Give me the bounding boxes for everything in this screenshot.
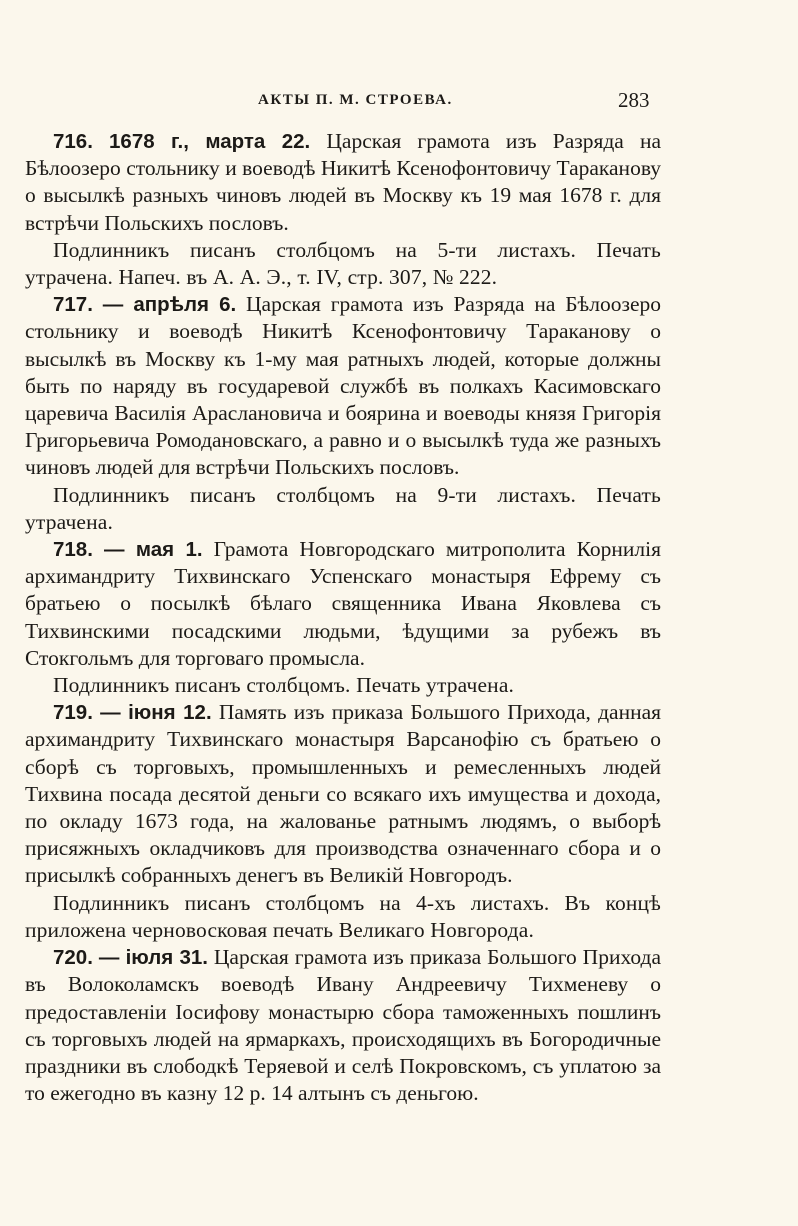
entry-718-note: Подлинникъ писанъ столбцомъ. Печать утрачена.	[53, 673, 515, 698]
entry-number: 716.	[53, 130, 93, 153]
entry-text: Грамота Новгородскаго митрополита Корнилія архимандриту Тихвинскаго Успенскаго монастыря Ефрему съ братьею о посылкѣ бѣлаго священника Ивана Яковлева съ Тихвинскими посадскими людьми, ѣдущими за рубежъ въ Стокгольмъ для торговаго промысла.	[25, 537, 662, 670]
entry-text: Царская грамота изъ приказа Большого Прихода въ Волоколамскъ воеводѣ Ивану Андреевичу Тихменеву о предоставленіи Іосифову монастырю сбора таможенныхъ пошлинъ съ торговыхъ людей на ярмаркахъ, происходящихъ въ Богородичные праздники въ слободкѣ Теряевой и селѣ Покровскомъ, съ уплатою за то ежегодно въ казну 12 р. 14 алтынъ съ деньгою.	[25, 945, 661, 1106]
entry-717	[25, 291, 661, 481]
entry-date: — апрѣля 6.	[102, 293, 237, 317]
entry-number: 717.	[53, 293, 93, 317]
entry-text: Царская грамота изъ Разряда на Бѣлоозеро стольнику и воеводѣ Никитѣ Ксенофонтовичу Тараканову о высылкѣ въ Москву къ 1-му мая ратныхъ людей, которые должны быть по наряду въ государевой службѣ въ полкахъ Касимовскаго царевича Василія Арасланoвича и боярина и воеводы князя Григорія Григорьевича Ромодановскаго, а равно и о высылкѣ туда же разныхъ чиновъ людей для встрѣчи Польскихъ пословъ.	[25, 292, 662, 480]
entry-date: — іюля 31.	[98, 946, 208, 970]
entry-718	[25, 536, 661, 672]
page-number: 283	[618, 88, 650, 112]
entry-text: Царская грамота изъ Разряда на Бѣлоозеро стольнику и воеводѣ Никитѣ Ксенофонтовичу Тараканову о высылкѣ разныхъ чиновъ людей въ Москву къ 19 мая 1678 г. для встрѣчи Польскихъ пословъ.	[25, 129, 662, 235]
body-text	[25, 128, 661, 1107]
entry-717-note: Подлинникъ писанъ столбцомъ на 9-ти листахъ. Печать утрачена.	[25, 482, 661, 534]
entry-date: — іюня 12.	[100, 701, 212, 725]
entry-716	[25, 128, 661, 237]
entry-text: Память изъ приказа Большого Прихода, данная архимандриту Тихвинскаго монастыря Варсанофію съ братьею о сборѣ съ торговыхъ, промышленныхъ и ремесленныхъ людей Тихвина посада десятой деньги со всякаго ихъ имущества и дохода, по окладу 1673 года, на жалованье ратнымъ людямъ, о выборѣ присяжныхъ окладчиковъ для производства означеннаго сбора и о присылкѣ собранныхъ денегъ въ Великій Новгородъ.	[25, 700, 662, 888]
entry-date: 1678 г., марта 22.	[109, 130, 311, 153]
entry-719-note: Подлинникъ писанъ столбцомъ на 4-хъ листахъ. Въ концѣ приложена черновосковая печать Великаго Новгорода.	[25, 890, 661, 942]
entry-719	[25, 699, 661, 889]
running-head	[0, 88, 798, 114]
running-title: АКТЫ П. М. СТРОЕВА.	[258, 92, 453, 108]
entry-number: 720.	[53, 946, 93, 970]
entry-number: 719.	[53, 701, 93, 725]
entry-716-note: Подлинникъ писанъ столбцомъ на 5-ти листахъ. Печать утрачена. Напеч. въ А. А. Э., т. IV, стр. 307, № 222.	[25, 237, 661, 290]
entry-date: — мая 1.	[103, 538, 203, 562]
entry-720	[25, 944, 661, 1107]
entry-number: 718.	[53, 538, 93, 562]
